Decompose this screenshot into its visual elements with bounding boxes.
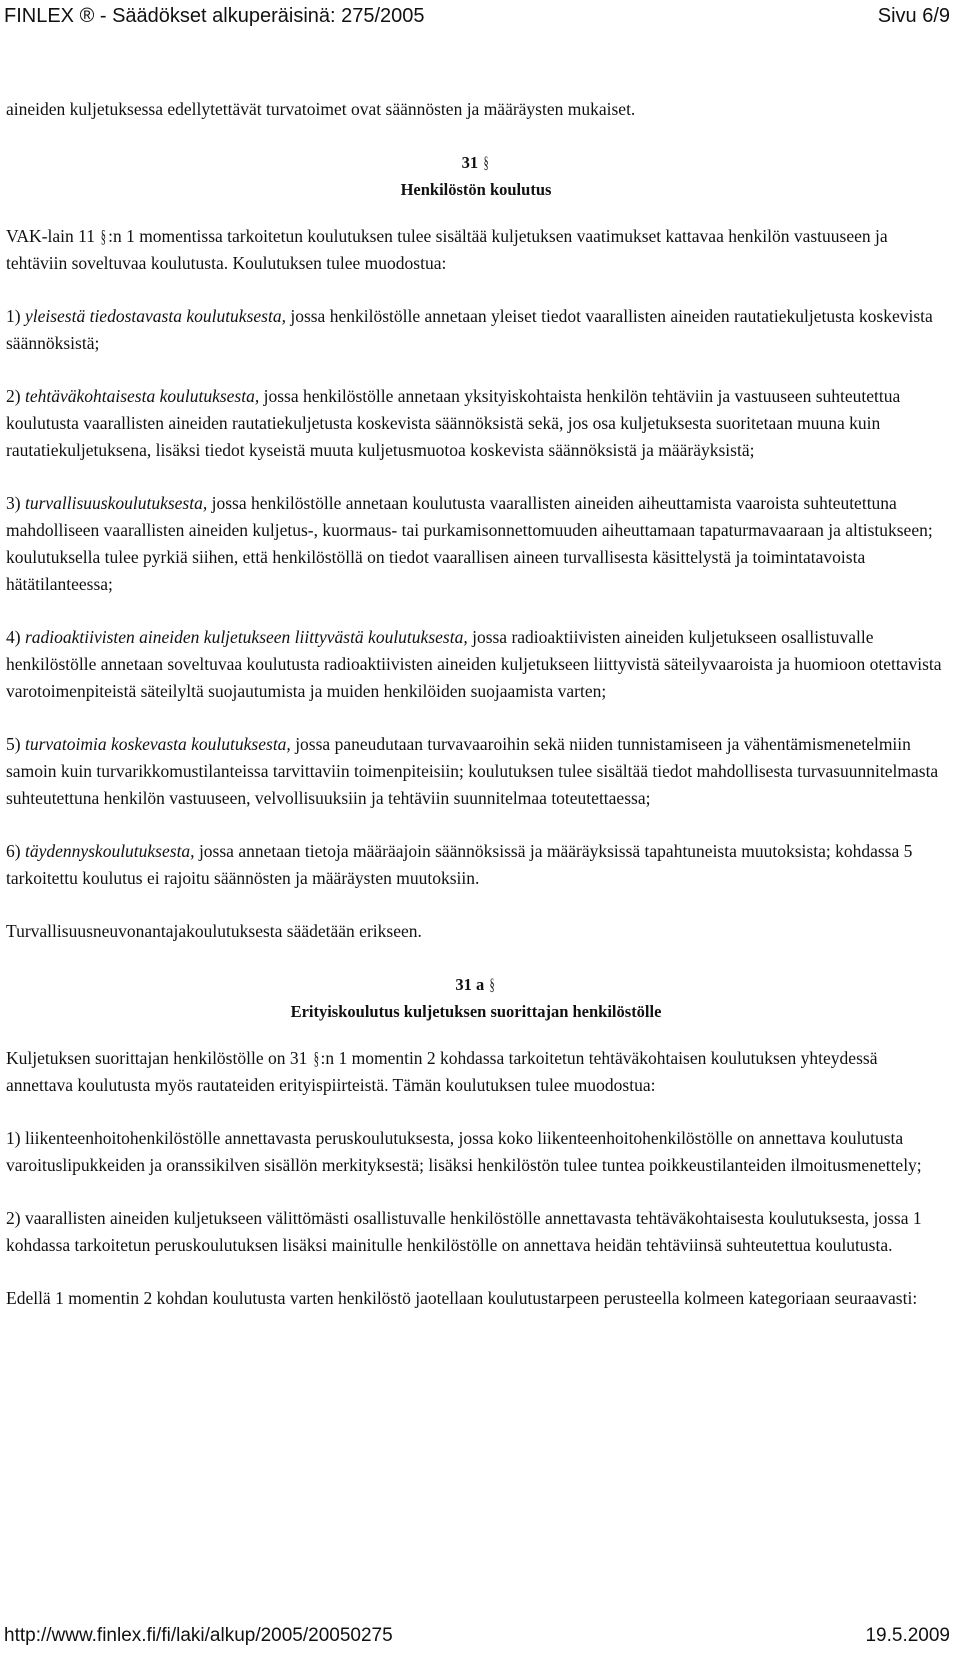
section-31-item: 4) radioaktiivisten aineiden kuljetukseen liittyvästä koulutuksesta, jossa radioaktiivisten aineiden kuljetukseen osallistuvalle henkilöstölle annetaan soveltuvaa koulutusta radioaktiivisten aineiden kuljetukseen liittyvistä säteilyvaaroista ja huomioon otettavista varotoimenpiteistä säteilyltä suojautumista ja muiden henkilöiden suojaamista varten;	[6, 627, 942, 701]
section-31-item: 2) tehtäväkohtaisesta koulutuksesta, jossa henkilöstölle annetaan yksityiskohtaista henkilön tehtäviin ja vastuuseen suhteutettua koulutusta vaarallisten aineiden rautatiekuljetusta koskevista säännöksistä sekä, jos osa kuljetuksesta suoritetaan muuna kuin rautatiekuljetuksena, lisäksi tiedot kyseistä muuta kuljetusmuotoa koskevista säännöksistä ja määräyksistä;	[6, 386, 901, 460]
header-page-number: Sivu 6/9	[877, 4, 950, 27]
intro-paragraph: aineiden kuljetuksessa edellytettävät turvatoimet ovat säännösten ja määräysten mukaiset.	[6, 99, 636, 119]
section-31a-number: 31 a §	[6, 971, 946, 998]
footer-url: http://www.finlex.fi/fi/laki/alkup/2005/20050275	[4, 1625, 393, 1646]
document-body	[6, 96, 946, 1338]
section-31-closing: Turvallisuusneuvonantajakoulutuksesta säädetään erikseen.	[6, 921, 422, 941]
list-item-term: tehtäväkohtaisesta koulutuksesta,	[24, 386, 260, 406]
header-title: FINLEX ® - Säädökset alkuperäisinä: 275/2005	[4, 4, 425, 27]
list-item-term: radioaktiivisten aineiden kuljetukseen liittyvästä koulutuksesta,	[24, 627, 468, 647]
section-31a-title: Erityiskoulutus kuljetuksen suorittajan henkilöstölle	[290, 1002, 662, 1021]
section-31-list	[6, 303, 946, 892]
section-sign-icon: §	[101, 226, 107, 246]
section-31-heading	[6, 149, 946, 203]
list-item-term: turvallisuuskoulutuksesta,	[24, 493, 208, 513]
section-31-paragraph: VAK-lain 11 § :n 1 momentissa tarkoitetun koulutuksen tulee sisältää kuljetuksen vaatimukset kattavaa henkilön vastuuseen ja tehtäviin soveltuvaa koulutusta. Koulutuksen tulee muodostua:	[6, 223, 946, 277]
section-sign-icon: §	[490, 975, 495, 994]
section-31-title: Henkilöstön koulutus	[400, 180, 552, 199]
section-sign-icon: §	[313, 1048, 319, 1068]
list-item-term: yleisestä tiedostavasta koulutuksesta,	[24, 306, 286, 326]
footer-date: 19.5.2009	[865, 1625, 950, 1646]
section-31a-item: 2) vaarallisten aineiden kuljetukseen välittömästi osallistuvalle henkilöstölle annettavasta tehtäväkohtaisesta koulutuksesta, jossa 1 kohdassa tarkoitetun peruskoulutuksen lisäksi mainitulle henkilöstölle on annettava heidän tehtäviinsä suhteutettua koulutusta.	[6, 1208, 922, 1255]
section-31-number: 31 §	[6, 149, 946, 176]
section-31-item: 3) turvallisuuskoulutuksesta, jossa henkilöstölle annetaan koulutusta vaarallisten aineiden aiheuttamista vaaroista suhteutettuna mahdolliseen vaarallisten aineiden kuljetus-, kuormaus- tai purkamisonnettomuuden aiheuttamaan tapaturmavaaraan ja altistukseen; koulutuksella tulee pyrkiä siihen, että henkilöstöllä on tiedot vaarallisen aineen turvallisesta käsittelystä ja toimintatavoista hätätilanteessa;	[6, 493, 933, 594]
page-header	[0, 0, 960, 32]
section-31-item: 1) yleisestä tiedostavasta koulutuksesta, jossa henkilöstölle annetaan yleiset tiedot vaarallisten aineiden rautatiekuljetusta koskevista säännöksistä;	[6, 306, 933, 353]
list-item-term: täydennyskoulutuksesta,	[24, 841, 195, 861]
section-31a-paragraph: Kuljetuksen suorittajan henkilöstölle on 31 § :n 1 momentin 2 kohdassa tarkoitetun tehtäväkohtaisen koulutuksen yhteydessä annettava koulutusta myös rautateiden erityispiirteistä. Tämän koulutuksen tulee muodostua:	[6, 1045, 946, 1099]
list-item-term: turvatoimia koskevasta koulutuksesta,	[24, 734, 291, 754]
section-31-item: 5) turvatoimia koskevasta koulutuksesta, jossa paneudutaan turvavaaroihin sekä niiden tunnistamiseen ja vähentämismenetelmiin samoin kuin turvarikkomustilanteissa tarvittaviin toimenpiteisiin; koulutuksen tulee sisältää tiedot mahdollisesta turvasuunnitelmasta suhteutettuna henkilön vastuuseen, velvollisuuksiin ja tehtäviin suunnitelmaa toteutettaessa;	[6, 734, 939, 808]
section-31a-item: 1) liikenteenhoitohenkilöstölle annettavasta peruskoulutuksesta, jossa koko liikenteenhoitohenkilöstölle on annettava koulutusta varoituslipukkeiden ja oranssikilven sisällön merkityksestä; lisäksi henkilöstön tulee tuntea poikkeustilanteiden ilmoitusmenettely;	[6, 1128, 922, 1175]
section-sign-icon: §	[483, 153, 489, 172]
section-31a-heading	[6, 971, 946, 1025]
page-footer	[0, 1618, 960, 1654]
section-31a-closing: Edellä 1 momentin 2 kohdan koulutusta varten henkilöstö jaotellaan koulutustarpeen perusteella kolmeen kategoriaan seuraavasti:	[6, 1288, 918, 1308]
section-31-item: 6) täydennyskoulutuksesta, jossa annetaan tietoja määräajoin säännöksissä ja määräyksissä tapahtuneista muutoksista; kohdassa 5 tarkoitettu koulutus ei rajoitu säännösten ja määräysten muutoksiin.	[6, 841, 913, 888]
